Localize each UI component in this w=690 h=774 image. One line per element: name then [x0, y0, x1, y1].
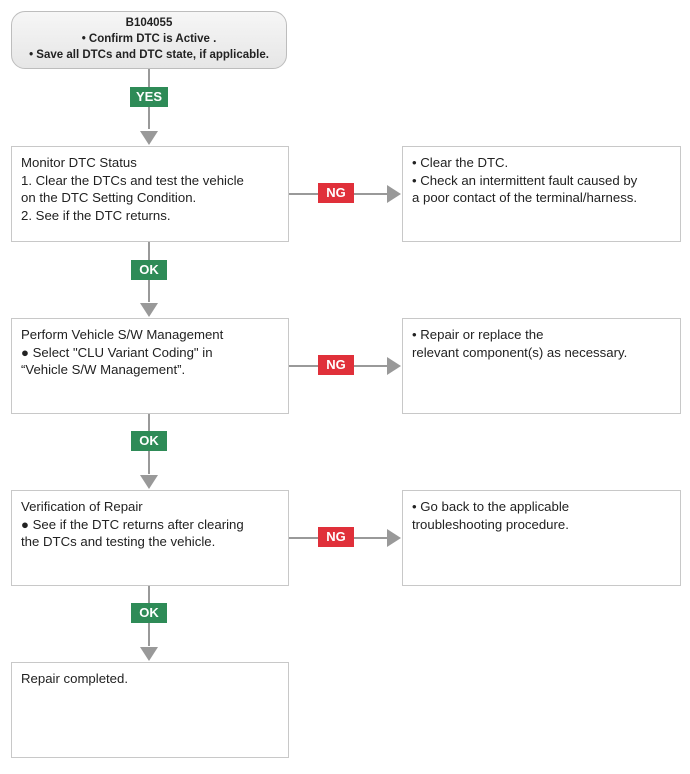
- step-line: Monitor DTC Status: [21, 155, 137, 170]
- ng-box-go-back: [402, 490, 681, 586]
- start-instruction-1: • Confirm DTC is Active .: [81, 33, 217, 45]
- step-line: 2. See if the DTC returns.: [21, 207, 171, 223]
- step-line: Verification of Repair: [21, 499, 143, 514]
- ok-badge: OK: [131, 431, 167, 451]
- dtc-code: B104055: [125, 17, 173, 29]
- arrow-right: [387, 185, 401, 203]
- step-line: on the DTC Setting Condition.: [21, 190, 197, 205]
- ng-box-repair-replace: [402, 318, 681, 414]
- yes-badge: YES: [130, 87, 168, 107]
- step-line: “Vehicle S/W Management”.: [21, 362, 186, 377]
- ng-line: troubleshooting procedure.: [412, 516, 569, 532]
- final-text: Repair completed.: [21, 671, 129, 686]
- step-line: Perform Vehicle S/W Management: [21, 327, 224, 342]
- arrow-right: [387, 357, 401, 375]
- ng-line: • Repair or replace the: [412, 327, 544, 342]
- ng-line: a poor contact of the terminal/harness.: [412, 190, 638, 205]
- ok-badge: OK: [131, 260, 167, 280]
- step-line: ● Select "CLU Variant Coding" in: [21, 344, 213, 360]
- arrow-down: [140, 647, 158, 661]
- start-node: [11, 11, 287, 69]
- ng-line: • Go back to the applicable: [412, 499, 570, 514]
- ng-line: • Clear the DTC.: [412, 155, 509, 170]
- arrow-right: [387, 529, 401, 547]
- step-line: 1. Clear the DTCs and test the vehicle: [21, 172, 244, 188]
- step-box-monitor-dtc-status: [11, 146, 289, 242]
- ng-badge: NG: [318, 355, 354, 375]
- ng-badge: NG: [318, 527, 354, 547]
- ok-badge: OK: [131, 603, 167, 623]
- ng-line: relevant component(s) as necessary.: [412, 344, 628, 360]
- arrow-down: [140, 475, 158, 489]
- step-box-verification-of-repair: [11, 490, 289, 586]
- ng-box-clear-dtc: [402, 146, 681, 242]
- final-box-repair-completed: [11, 662, 289, 758]
- ng-badge: NG: [318, 183, 354, 203]
- ng-line: • Check an intermittent fault caused by: [412, 172, 638, 188]
- arrow-down: [140, 303, 158, 317]
- step-line: the DTCs and testing the vehicle.: [21, 534, 216, 549]
- step-line: ● See if the DTC returns after clearing: [21, 516, 244, 532]
- step-box-vehicle-sw-management: [11, 318, 289, 414]
- start-instruction-2: • Save all DTCs and DTC state, if applicable.: [29, 49, 269, 61]
- arrow-down: [140, 131, 158, 145]
